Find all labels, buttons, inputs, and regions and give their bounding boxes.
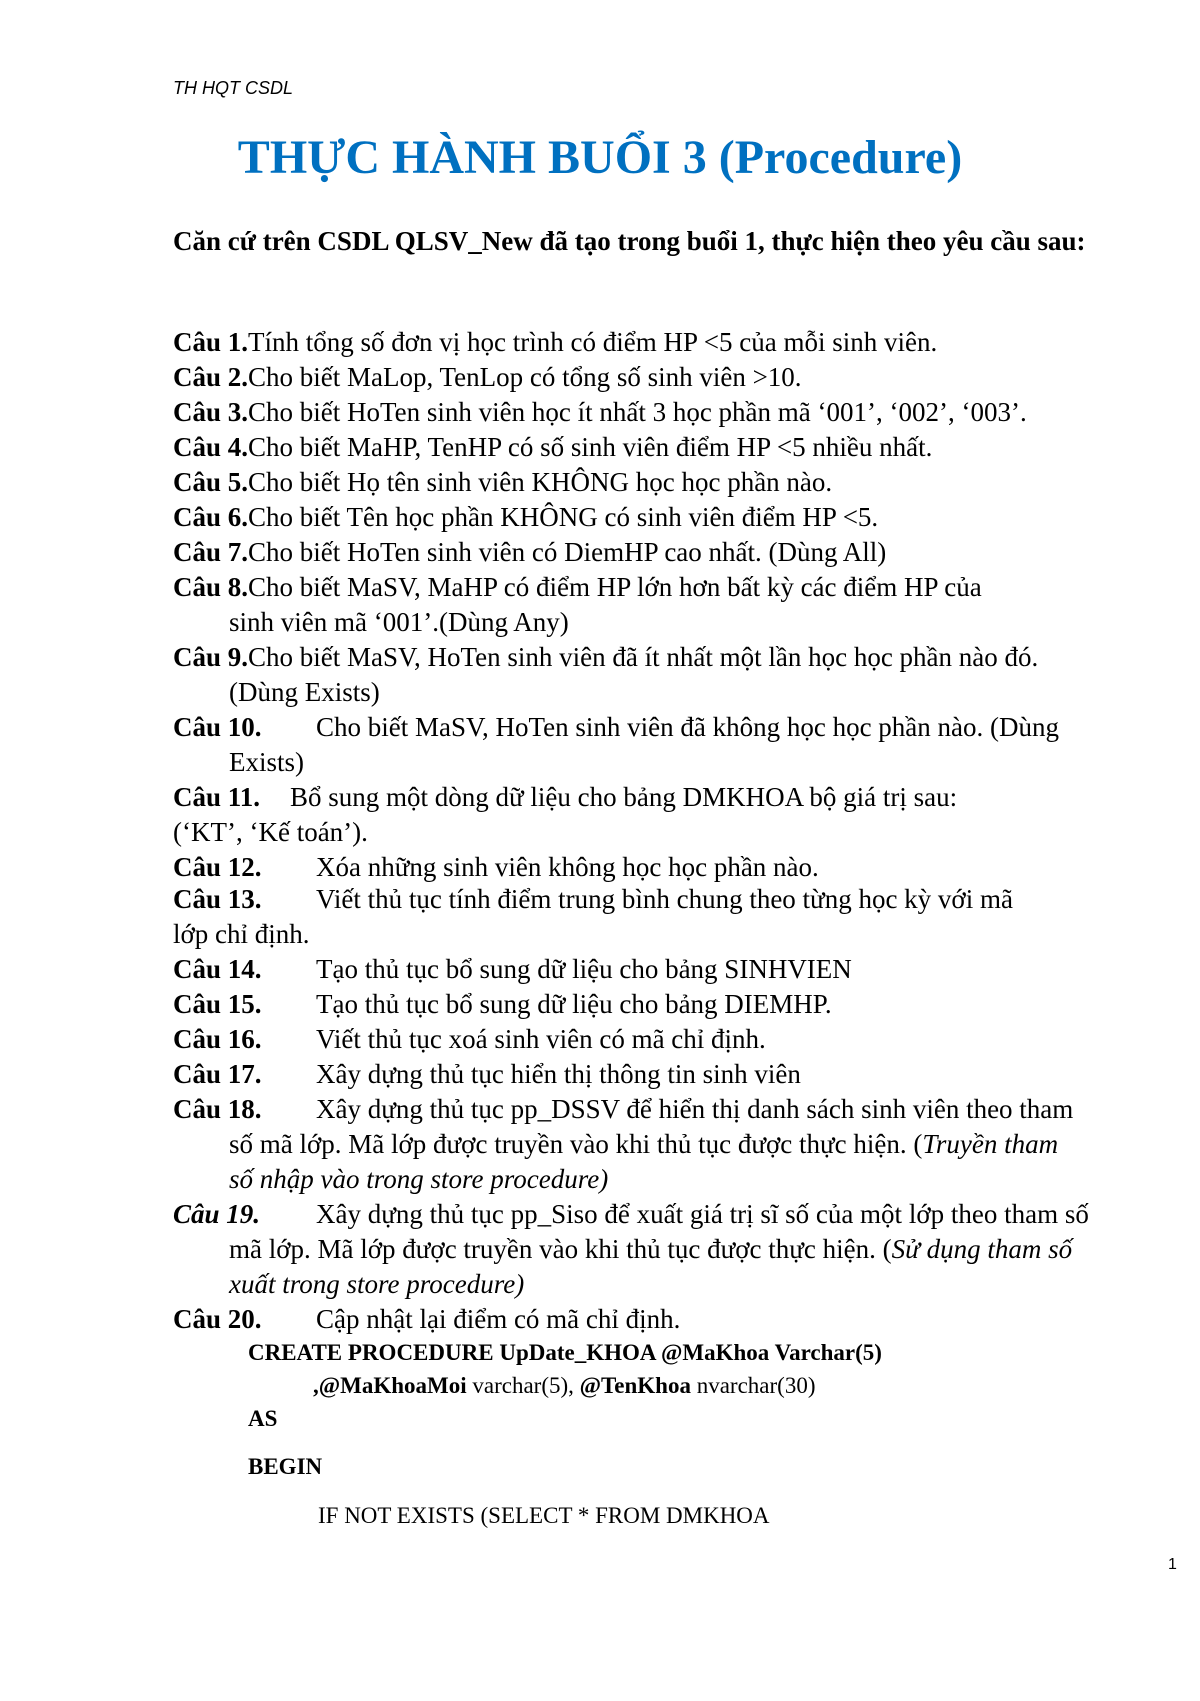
page-number: 1 bbox=[1168, 1556, 1177, 1573]
question-text: Tạo thủ tục bổ sung dữ liệu cho bảng SINHVIEN bbox=[316, 954, 852, 984]
question-6 bbox=[173, 500, 1198, 535]
code-keyword: CREATE PROCEDURE bbox=[248, 1340, 494, 1365]
question-15 bbox=[173, 987, 1198, 1022]
question-label: Câu 20. bbox=[173, 1304, 262, 1334]
question-text: Cho biết Tên học phần KHÔNG có sinh viên điểm HP <5. bbox=[248, 502, 879, 532]
question-label: Câu 8. bbox=[173, 572, 249, 602]
question-label: Câu 19. bbox=[173, 1199, 261, 1229]
code-line-2 bbox=[313, 1373, 815, 1399]
question-text: Xây dựng thủ tục pp_DSSV để hiển thị danh sách sinh viên theo tham bbox=[316, 1094, 1074, 1124]
question-20 bbox=[173, 1302, 1198, 1337]
intro-paragraph: Căn cứ trên CSDL QLSV_New đã tạo trong buổi 1, thực hiện theo yêu cầu sau: bbox=[173, 226, 1086, 256]
question-4 bbox=[173, 430, 1198, 465]
question-label: Câu 4. bbox=[173, 432, 249, 462]
question-text-part: mã lớp. Mã lớp được truyền vào khi thủ tục được thực hiện. ( bbox=[229, 1234, 892, 1264]
code-text: IF NOT EXISTS (SELECT * FROM DMKHOA bbox=[318, 1503, 770, 1528]
question-text: Cho biết MaSV, HoTen sinh viên đã không học học phần nào. (Dùng bbox=[316, 712, 1060, 742]
code-text: nvarchar(30) bbox=[696, 1373, 816, 1398]
code-keyword: AS bbox=[248, 1406, 278, 1431]
question-text: Tính tổng số đơn vị học trình có điểm HP <5 của mỗi sinh viên. bbox=[248, 327, 938, 357]
question-label: Câu 14. bbox=[173, 954, 262, 984]
question-text: Viết thủ tục xoá sinh viên có mã chỉ định. bbox=[316, 1024, 766, 1054]
question-text: Cho biết MaHP, TenHP có số sinh viên điểm HP <5 nhiều nhất. bbox=[248, 432, 933, 462]
question-text: Cho biết MaLop, TenLop có tổng số sinh viên >10. bbox=[248, 362, 802, 392]
question-8 bbox=[173, 570, 1198, 640]
question-text: Xây dựng thủ tục pp_Siso để xuất giá trị sĩ số của một lớp theo tham số bbox=[316, 1199, 1089, 1229]
question-13 bbox=[173, 882, 1198, 952]
question-label: Câu 15. bbox=[173, 989, 262, 1019]
question-continuation: lớp chỉ định. bbox=[173, 919, 310, 949]
question-10 bbox=[173, 710, 1198, 780]
question-text: Cho biết Họ tên sinh viên KHÔNG học học phần nào. bbox=[248, 467, 833, 497]
question-label: Câu 12. bbox=[173, 852, 262, 882]
question-label: Câu 3. bbox=[173, 397, 249, 427]
code-text: ,@MaKhoaMoi bbox=[313, 1373, 467, 1398]
question-label: Câu 7. bbox=[173, 537, 249, 567]
question-continuation-italic: xuất trong store procedure) bbox=[229, 1269, 525, 1299]
question-label: Câu 10. bbox=[173, 712, 262, 742]
question-label: Câu 11. bbox=[173, 782, 261, 812]
question-text: Cho biết MaSV, MaHP có điểm HP lớn hơn bất kỳ các điểm HP của bbox=[248, 572, 982, 602]
question-label: Câu 6. bbox=[173, 502, 249, 532]
question-continuation bbox=[173, 1127, 1198, 1162]
question-text: Xóa những sinh viên không học học phần nào. bbox=[316, 852, 819, 882]
question-label: Câu 13. bbox=[173, 884, 262, 914]
question-2 bbox=[173, 360, 1198, 395]
question-continuation: Exists) bbox=[229, 747, 305, 777]
question-text: Viết thủ tục tính điểm trung bình chung theo từng học kỳ với mã bbox=[316, 884, 1013, 914]
question-text: Cho biết HoTen sinh viên học ít nhất 3 học phần mã ‘001’, ‘002’, ‘003’. bbox=[248, 397, 1027, 427]
question-text: Tạo thủ tục bổ sung dữ liệu cho bảng DIEMHP. bbox=[316, 989, 832, 1019]
question-continuation: (Dùng Exists) bbox=[229, 677, 380, 707]
question-continuation: (‘KT’, ‘Kế toán’). bbox=[173, 817, 368, 847]
question-7 bbox=[173, 535, 1198, 570]
question-1 bbox=[173, 325, 1198, 360]
question-12 bbox=[173, 850, 1198, 885]
question-11 bbox=[173, 780, 1198, 850]
question-text-italic: Truyền tham bbox=[922, 1129, 1059, 1159]
code-line-1 bbox=[248, 1340, 882, 1366]
code-line-4 bbox=[248, 1454, 322, 1480]
question-text: Cập nhật lại điểm có mã chỉ định. bbox=[316, 1304, 681, 1334]
question-continuation: sinh viên mã ‘001’.(Dùng Any) bbox=[229, 607, 569, 637]
code-line-5 bbox=[318, 1503, 770, 1529]
question-16 bbox=[173, 1022, 1198, 1057]
question-text-italic: Sử dụng tham số bbox=[891, 1234, 1073, 1264]
question-label: Câu 9. bbox=[173, 642, 249, 672]
question-label: Câu 18. bbox=[173, 1094, 262, 1124]
question-continuation bbox=[173, 1232, 1198, 1267]
question-9 bbox=[173, 640, 1198, 710]
question-text: Cho biết HoTen sinh viên có DiemHP cao nhất. (Dùng All) bbox=[248, 537, 887, 567]
question-text: Xây dựng thủ tục hiển thị thông tin sinh viên bbox=[316, 1059, 801, 1089]
code-text: UpDate_KHOA @MaKhoa Varchar(5) bbox=[499, 1340, 882, 1365]
code-line-3 bbox=[248, 1406, 277, 1432]
question-label: Câu 2. bbox=[173, 362, 249, 392]
question-label: Câu 1. bbox=[173, 327, 249, 357]
code-text: varchar(5), bbox=[472, 1373, 574, 1398]
page-header: TH HQT CSDL bbox=[173, 78, 294, 98]
question-18 bbox=[173, 1092, 1198, 1197]
question-19 bbox=[173, 1197, 1198, 1302]
question-label: Câu 5. bbox=[173, 467, 249, 497]
question-5 bbox=[173, 465, 1198, 500]
question-continuation-italic: số nhập vào trong store procedure) bbox=[229, 1164, 609, 1194]
question-label: Câu 16. bbox=[173, 1024, 262, 1054]
code-keyword: BEGIN bbox=[248, 1454, 323, 1479]
question-label: Câu 17. bbox=[173, 1059, 262, 1089]
question-text-part: số mã lớp. Mã lớp được truyền vào khi thủ tục được thực hiện. ( bbox=[229, 1129, 923, 1159]
page-title: THỰC HÀNH BUỔI 3 (Procedure) bbox=[237, 131, 963, 184]
question-17 bbox=[173, 1057, 1198, 1092]
code-text: @TenKhoa bbox=[579, 1373, 691, 1398]
question-text: Cho biết MaSV, HoTen sinh viên đã ít nhất một lần học học phần nào đó. bbox=[248, 642, 1039, 672]
question-text: Bổ sung một dòng dữ liệu cho bảng DMKHOA bộ giá trị sau: bbox=[290, 782, 958, 812]
question-3 bbox=[173, 395, 1198, 430]
question-14 bbox=[173, 952, 1198, 987]
